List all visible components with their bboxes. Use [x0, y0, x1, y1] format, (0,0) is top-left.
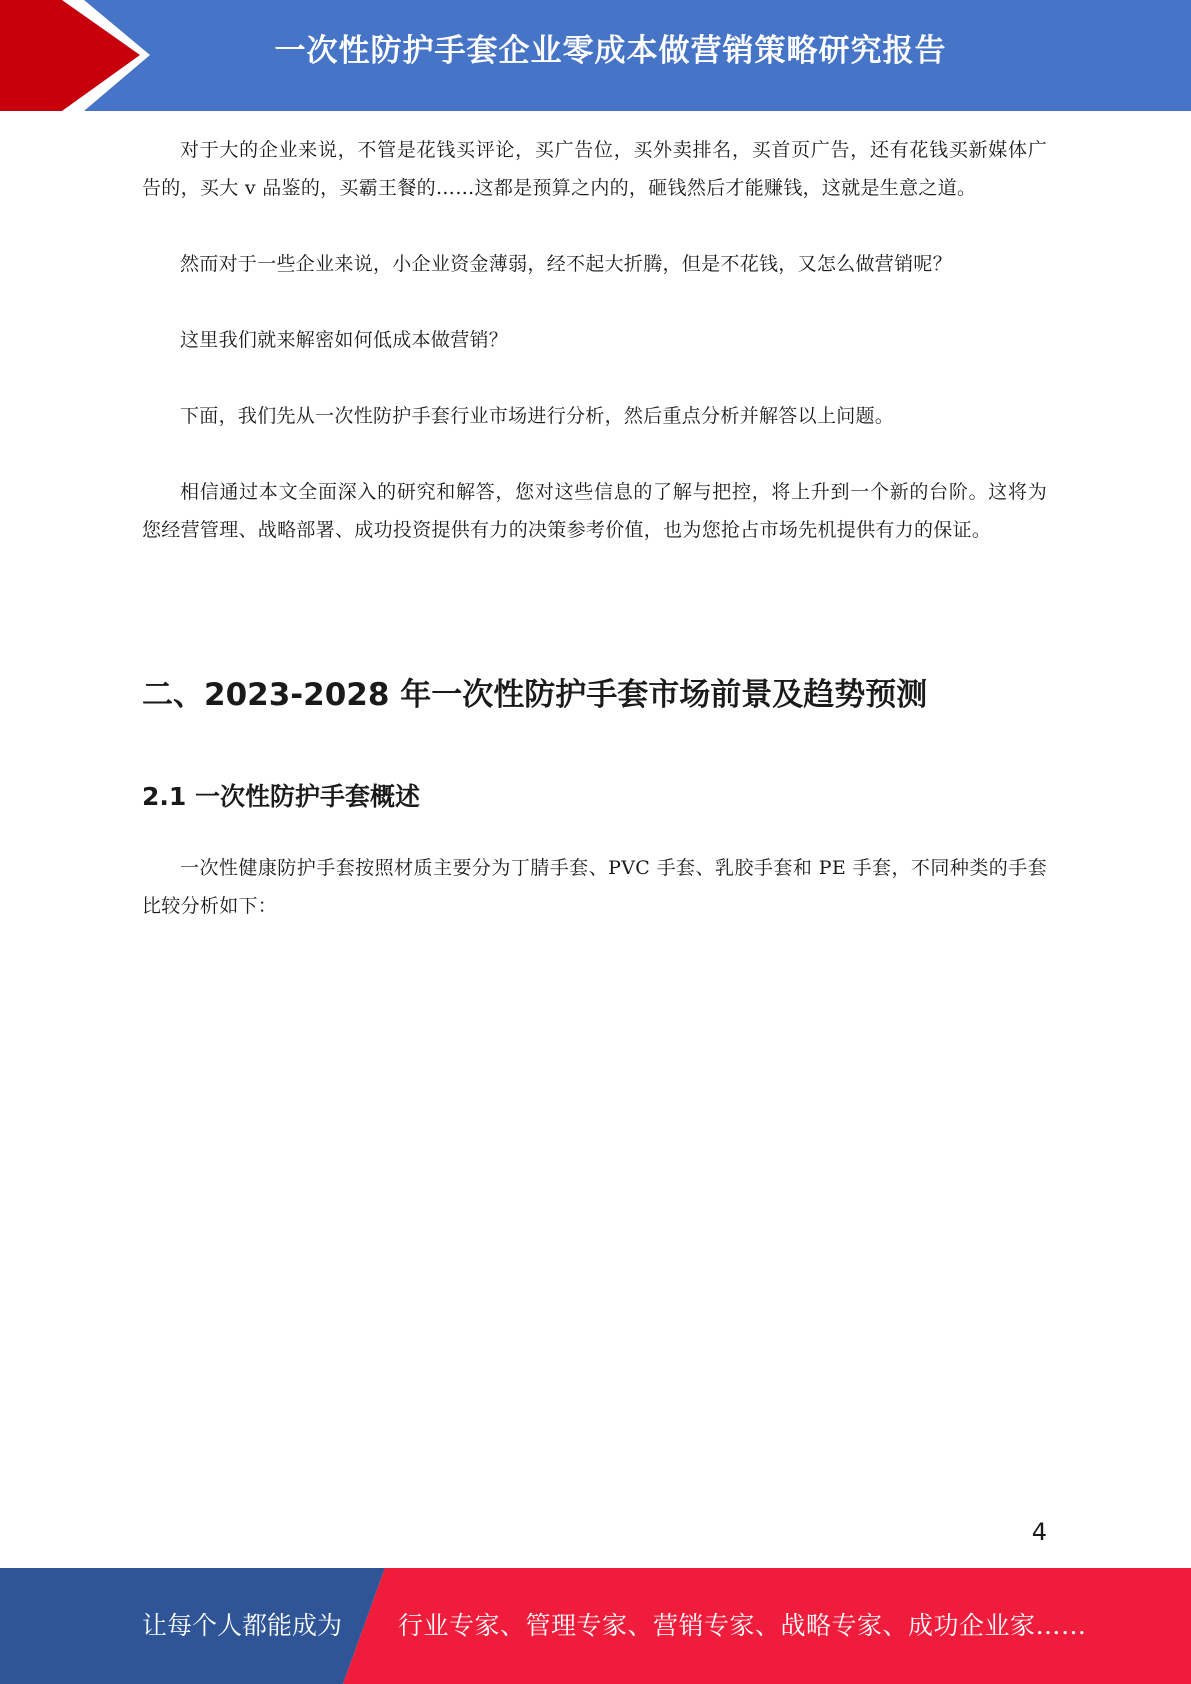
- section-heading: 二、2023-2028 年一次性防护手套市场前景及趋势预测: [142, 677, 928, 713]
- paragraph-value: 相信通过本文全面深入的研究和解答，您对这些信息的了解与把控，将上升到一个新的台阶。这将为您经营管理、战略部署、成功投资提供有力的决策参考价值，也为您抢占市场先机提供有力的保证。: [142, 481, 1047, 541]
- subsection-heading: 2.1 一次性防护手套概述: [142, 782, 420, 811]
- paragraph-analysis-plan: 下面，我们先从一次性防护手套行业市场进行分析，然后重点分析并解答以上问题。: [180, 405, 895, 427]
- paragraph-glove-overview: 一次性健康防护手套按照材质主要分为丁腈手套、PVC 手套、乳胶手套和 PE 手套，不同种类的手套比较分析如下：: [142, 857, 1047, 917]
- paragraph-question: 这里我们就来解密如何低成本做营销？: [180, 329, 509, 351]
- document-body: [142, 131, 1047, 917]
- header-banner: [0, 0, 1191, 111]
- footer-slogan-right: 行业专家、管理专家、营销专家、战略专家、成功企业家……: [398, 1611, 1087, 1640]
- footer-banner: [0, 1568, 1191, 1684]
- paragraph-small-business: 然而对于一些企业来说，小企业资金薄弱，经不起大折腾，但是不花钱，又怎么做营销呢？: [180, 253, 953, 275]
- footer-slogan-left: 让每个人都能成为: [142, 1611, 343, 1640]
- page-number: 4: [1031, 1518, 1047, 1546]
- paragraph-intro: 对于大的企业来说，不管是花钱买评论，买广告位，买外卖排名，买首页广告，还有花钱买新媒体广告的，买大 v 品鉴的，买霸王餐的……这都是预算之内的，砸钱然后才能赚钱，这就是生意之道。: [142, 139, 1047, 199]
- report-title: 一次性防护手套企业零成本做营销策略研究报告: [274, 33, 947, 69]
